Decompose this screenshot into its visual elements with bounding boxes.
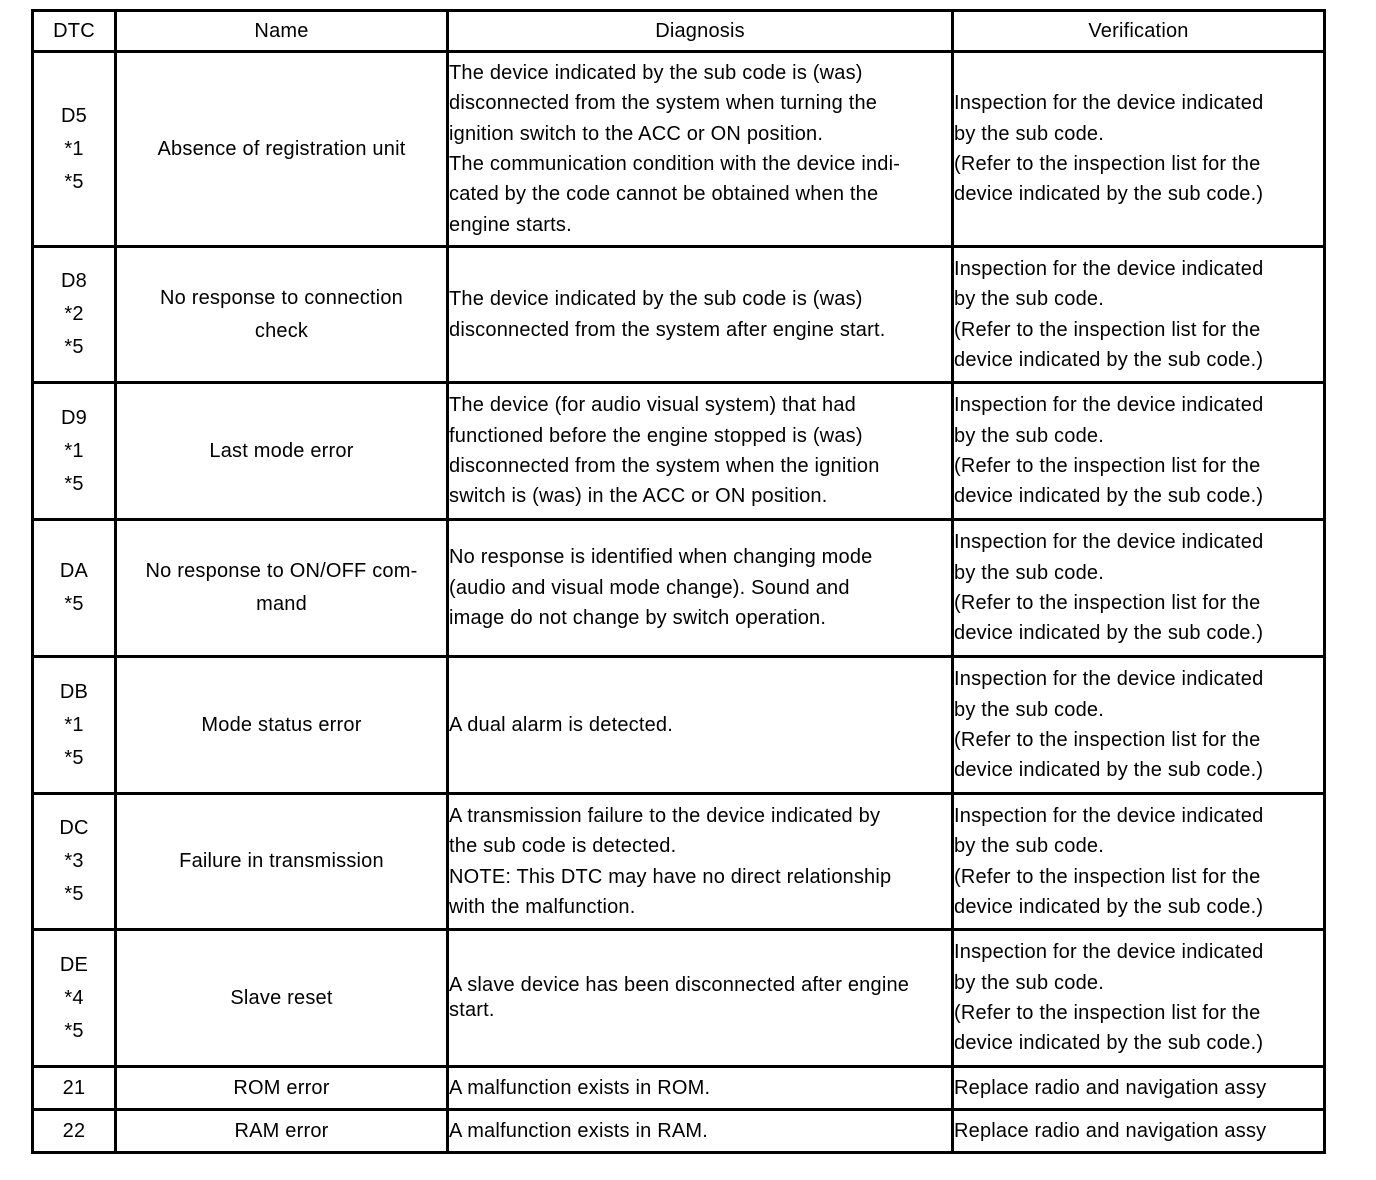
dtc-name: No response to ON/OFF com- mand — [145, 560, 418, 615]
verification-line: Replace radio and navigation assy — [954, 1119, 1267, 1142]
table-row — [33, 383, 1325, 520]
header-dtc: DTC — [33, 11, 116, 52]
dtc-name: Failure in transmission — [179, 850, 384, 872]
cell-name — [116, 383, 448, 520]
verification-line: Inspection for the device indicated — [954, 257, 1264, 280]
table-row — [33, 657, 1325, 794]
diagnosis-line: A malfunction exists in RAM. — [449, 1119, 709, 1142]
cell-name — [116, 1110, 448, 1153]
verification-line: device indicated by the sub code.) — [954, 1032, 1264, 1055]
dtc-name: No response to connection check — [160, 286, 403, 342]
dtc-code-line: *4 — [64, 986, 84, 1009]
dtc-code-line: DE — [59, 953, 89, 976]
verification-line: device indicated by the sub code.) — [954, 759, 1264, 782]
cell-diagnosis — [448, 247, 953, 383]
cell-verification — [953, 520, 1325, 657]
verification-line: by the sub code. — [954, 122, 1104, 145]
cell-name — [116, 794, 448, 930]
verification-line: (Refer to the inspection list for the — [954, 318, 1261, 341]
dtc-name: Last mode error — [209, 439, 354, 462]
cell-diagnosis — [448, 657, 953, 794]
header-name: Name — [116, 11, 448, 52]
cell-verification — [953, 1110, 1325, 1153]
verification-line: by the sub code. — [954, 971, 1104, 994]
table-row — [33, 520, 1325, 657]
verification-line: device indicated by the sub code.) — [954, 183, 1264, 206]
verification-line: (Refer to the inspection list for the — [954, 1002, 1261, 1024]
cell-diagnosis — [448, 794, 953, 930]
header-row — [33, 11, 1325, 52]
diagnosis-line: ignition switch to the ACC or ON position. — [449, 122, 824, 145]
diagnosis-line: disconnected from the system when the ignition — [449, 455, 880, 477]
dtc-name: Absence of registration unit — [157, 137, 406, 160]
cell-dtc — [33, 1110, 116, 1153]
dtc-code-line: DA — [59, 560, 89, 582]
diagnosis-line: The device indicated by the sub code is (was) — [449, 288, 863, 311]
header-diagnosis: Diagnosis — [448, 11, 953, 52]
verification-line: device indicated by the sub code.) — [954, 622, 1264, 645]
cell-name — [116, 1067, 448, 1110]
verification-line: Inspection for the device indicated — [954, 668, 1264, 691]
table-row — [33, 247, 1325, 383]
dtc-code-line: *1 — [64, 137, 84, 160]
cell-verification — [953, 930, 1325, 1067]
diagnosis-line: (audio and visual mode change). Sound and — [449, 576, 850, 599]
verification-line: (Refer to the inspection list for the — [954, 153, 1261, 175]
verification-line: by the sub code. — [954, 424, 1104, 447]
dtc-code-line: D8 — [61, 270, 87, 292]
verification-line: device indicated by the sub code.) — [954, 895, 1264, 918]
diagnosis-line: The communication condition with the device indi- — [449, 153, 901, 175]
table-row — [33, 1110, 1325, 1153]
diagnosis-line: image do not change by switch operation. — [449, 607, 827, 630]
diagnosis-line: switch is (was) in the ACC or ON position. — [449, 485, 828, 508]
cell-verification — [953, 383, 1325, 520]
dtc-code-line: *5 — [64, 170, 84, 193]
diagnosis-line: functioned before the engine stopped is (was) — [449, 424, 863, 447]
cell-verification — [953, 657, 1325, 794]
table-row — [33, 52, 1325, 247]
dtc-code-line: *5 — [64, 883, 84, 905]
diagnosis-line: A malfunction exists in ROM. — [449, 1076, 711, 1099]
cell-diagnosis — [448, 1067, 953, 1110]
verification-line: by the sub code. — [954, 561, 1104, 584]
verification-line: Replace radio and navigation assy — [954, 1076, 1267, 1099]
dtc-code-line: 21 — [62, 1076, 86, 1099]
table-row — [33, 1067, 1325, 1110]
cell-verification — [953, 52, 1325, 247]
dtc-code-line: D9 — [61, 406, 87, 429]
verification-line: Inspection for the device indicated — [954, 941, 1264, 964]
verification-line: by the sub code. — [954, 698, 1104, 721]
dtc-name: Mode status error — [201, 713, 362, 736]
dtc-code-line: *5 — [64, 1019, 84, 1042]
cell-name — [116, 52, 448, 247]
dtc-name: Slave reset — [230, 986, 333, 1009]
dtc-code-line: DB — [59, 680, 89, 703]
cell-verification — [953, 247, 1325, 383]
verification-line: Inspection for the device indicated — [954, 531, 1264, 554]
table-row — [33, 794, 1325, 930]
table-row — [33, 930, 1325, 1067]
cell-name — [116, 520, 448, 657]
cell-dtc — [33, 383, 116, 520]
verification-line: (Refer to the inspection list for the — [954, 865, 1261, 888]
diagnosis-line: disconnected from the system after engine start. — [449, 318, 886, 341]
cell-verification — [953, 794, 1325, 930]
verification-line: (Refer to the inspection list for the — [954, 729, 1261, 751]
diagnosis-line: cated by the code cannot be obtained when the — [449, 183, 879, 206]
cell-name — [116, 247, 448, 383]
verification-line: Inspection for the device indicated — [954, 92, 1264, 115]
verification-line: Inspection for the device indicated — [954, 394, 1264, 417]
verification-line: device indicated by the sub code.) — [954, 348, 1264, 371]
diagnosis-line: A dual alarm is detected. — [449, 713, 674, 736]
cell-dtc — [33, 794, 116, 930]
diagnosis-line: A transmission failure to the device indicated by — [449, 804, 881, 827]
cell-dtc — [33, 657, 116, 794]
diagnosis-line: A slave device has been disconnected after engine — [449, 974, 910, 996]
cell-dtc — [33, 52, 116, 247]
header-verification: Verification — [953, 11, 1325, 52]
dtc-name: RAM error — [234, 1119, 329, 1142]
cell-diagnosis — [448, 52, 953, 247]
cell-name — [116, 657, 448, 794]
diagnosis-line: No response is identified when changing mode — [449, 546, 873, 569]
cell-diagnosis — [448, 383, 953, 520]
cell-diagnosis — [448, 520, 953, 657]
verification-line: by the sub code. — [954, 288, 1104, 311]
verification-line: (Refer to the inspection list for the — [954, 455, 1261, 477]
diagnosis-line: The device (for audio visual system) that had — [449, 394, 856, 417]
verification-line: Inspection for the device indicated — [954, 804, 1264, 827]
dtc-code-line: *1 — [64, 439, 84, 462]
cell-diagnosis — [448, 930, 953, 1067]
dtc-code-line: *5 — [64, 336, 84, 358]
table-body — [33, 52, 1325, 1153]
dtc-table — [31, 9, 1326, 1154]
diagnosis-line: The device indicated by the sub code is (was) — [449, 61, 863, 84]
diagnosis-line: engine starts. — [449, 213, 572, 236]
diagnosis-line: disconnected from the system when turning the — [449, 92, 878, 115]
cell-dtc — [33, 520, 116, 657]
dtc-code-line: *1 — [64, 713, 84, 736]
dtc-code-line: 22 — [62, 1119, 86, 1142]
dtc-code-line: D5 — [61, 104, 87, 127]
diagnosis-line: the sub code is detected. — [449, 835, 677, 858]
dtc-code-line: *5 — [64, 746, 84, 769]
cell-name — [116, 930, 448, 1067]
verification-line: by the sub code. — [954, 835, 1104, 858]
diagnosis-line: NOTE: This DTC may have no direct relationship — [449, 865, 892, 888]
dtc-code-line: DC — [59, 817, 89, 839]
verification-line: device indicated by the sub code.) — [954, 485, 1264, 508]
cell-dtc — [33, 247, 116, 383]
diagnosis-line: start. — [449, 999, 495, 1021]
dtc-name: ROM error — [233, 1076, 330, 1099]
verification-line: (Refer to the inspection list for the — [954, 592, 1261, 614]
dtc-code-line: *5 — [64, 593, 84, 615]
cell-dtc — [33, 930, 116, 1067]
cell-verification — [953, 1067, 1325, 1110]
cell-dtc — [33, 1067, 116, 1110]
cell-diagnosis — [448, 1110, 953, 1153]
dtc-code-line: *2 — [64, 303, 84, 325]
dtc-code-line: *3 — [64, 850, 84, 872]
diagnosis-line: with the malfunction. — [449, 895, 636, 918]
dtc-code-line: *5 — [64, 472, 84, 495]
